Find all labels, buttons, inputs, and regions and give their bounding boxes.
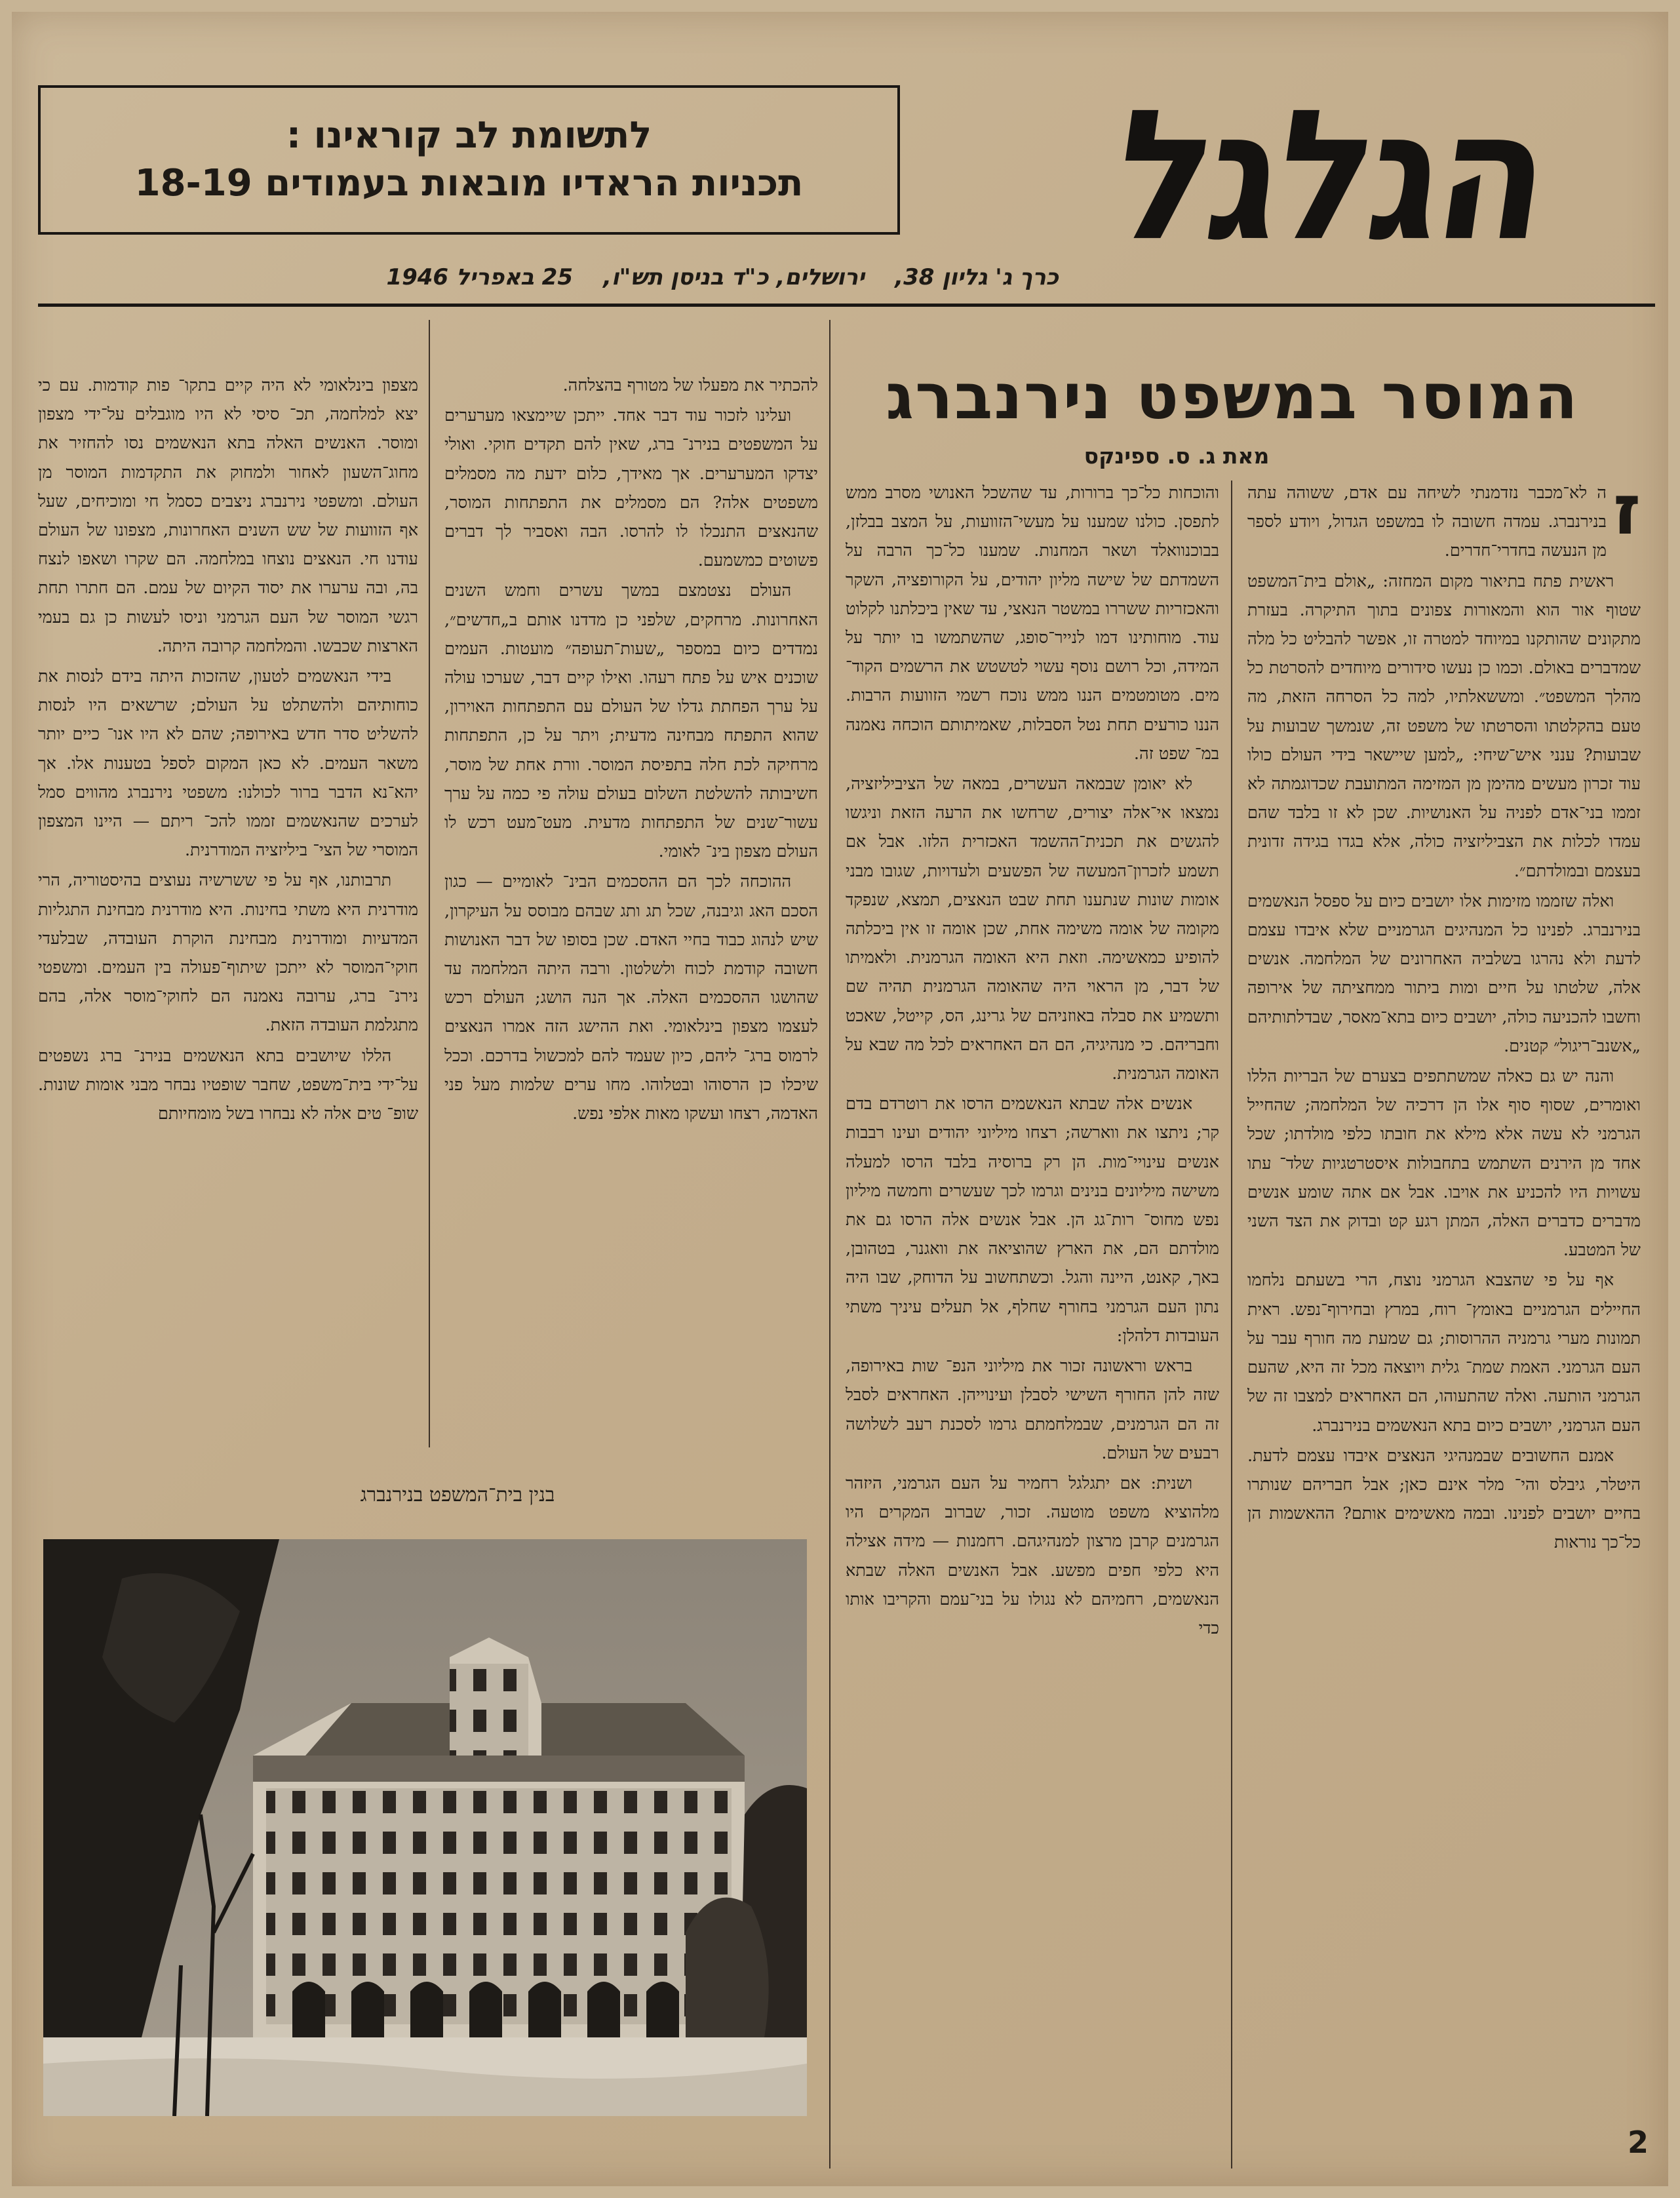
paragraph: הללו שיושבים בתא הנאשמים בנירנ־ ברג נשפטים על־ידי בית־משפט, שחבר שופטיו נבחר מבני אומות שונות. שופ־ טים אלה לא נבחרו בשל מומחיותם <box>38 1046 418 1124</box>
paragraph: אנשים אלה שבתא הנאשמים הרסו את רוטרדם בדם קר; ניתצו את ווארשה; רצחו מיליוני יהודים ועינו רבבות אנשים עינויי־מות. הן רק ברוסיה בלבד הרסו למעלה משישה מיליונים בנינים וגרמו לכך שעשרים וחמשה מיליון נפש מחוס־ רות־גג הן. אבל אנשים אלה הרסו גם את מולדתם הם, את הארץ שהוציאה את וואגנר, בטהובן, באך, קאנט, היינה והגל. וכשתחשוב על הדוחק, שבו היה נתון העם הגרמני בחורף שחלף, אל תעלים עיניך משתי העובדות דלהלן: <box>846 1094 1219 1346</box>
article-byline: מאת ג. ס. ספינקס <box>1084 443 1270 469</box>
column-divider <box>429 320 430 1447</box>
paragraph: ההוכחה לכך הם ההסכמים הבינ־ לאומיים — כגון הסכם האג וגיבנה, שכל תג ותג שבהם מבוסס על העיקרון, שיש לנהוג כבוד בחיי האדם. שכן בסופו של דבר האנושות חשובה קודמת לכוח ולשלטון. ורבה היתה המלחמה עד שהושגו ההסכמים האלה. אך הנה הושג; העולם רכש לעצמו מצפון בינלאומי. ואת ההישג הזה אמרו הנאצים לרמוס ברג־ ליהם, כיון שעמד להם למכשול בדרכם. וככל שיכלו כן הרסוהו ובטלוהו. מחו ערים שלמות מעל פני האדמה, רצחו ועשקו מאות אלפי נפש. <box>444 872 818 1124</box>
paragraph: בידי הנאשמים לטעון, שהזכות היתה בידם לנסות את כוחותיהם ולהשתלט על העולם; שרשאים היו לנסות להשליט סדר חדש באירופה; שהם לא היו אנו־ כיים יותר משאר העמים. לא כאן המקום לספל בטענות אלו. אך יהא־נא הדבר ברור לכולנו: משפטי נירנברג מהווים סמל לערכים שהנאשמים זממו להכ־ ריתם — היינו המצפון המוסרי של הצי־ ביליזציה המודרנית. <box>38 667 418 861</box>
paragraph: להכתיר את מפעלו של מטורף בהצלחה. <box>562 376 818 395</box>
issue-line <box>38 258 1059 297</box>
photo-caption: בנין בית־המשפט בנירנברג <box>360 1483 555 1506</box>
paragraph: ושנית: אם יתגלגל רחמיר על העם הגרמני, היזהר מלהוציא משפט מוטעה. זכור, שברוב המקרים היו הגרמנים קרבן מרצון למנהיגהם. רחמנות — מידה אצילה היא כלפי חפים מפשע. אבל האנשים האלה שבתא הנאשמים, רחמיהם לא נגולו על בני־עמם והקריבו אותו כדי <box>846 1473 1219 1638</box>
paragraph: ואלה שזממו מזימות אלו יושבים כיום על ספסל הנאשמים בנירנברג. לפנינו כל המנהיגים הגרמניים שלא איבדו עצמם לדעת ולא נהרגו בשלביה האחרונים של המלחמה. אנשים אלה, שלטתו על חיים ומות ביתור ממחציתה של אירופה וחשבו להכניעה כולה, יושבים כיום בתא־מאסר, שבדלתותיהם „אשנב־ריגול״ קטנים. <box>1247 891 1641 1056</box>
article-column-3 <box>444 371 818 1466</box>
paragraph: אמנם החשובים שבמנהיגי הנאצים איבדו עצמם לדעת. היטלר, גיבלס והי־ מלר אינם כאן; אבל חבריהם שנותרו בחיים יושבים לפנינו. ובמה מאשימים אותם? ההאשמות הן כל־כך נוראות <box>1247 1445 1641 1553</box>
paragraph: ועלינו לזכור עוד דבר אחד. ייתכן שיימצאו מערערים על המשפטים בנירנ־ ברג, שאין להם תקדים חוקי. ואולי יצדקו המערערים. אך מאידך, כלום ידעת מה מסמלים משפטים אלה? הם מסמלים את התפתחות המוסר, שהנאצים התנכלו לו להרסו. הבה ואסביר לך דברים פשוטים כמשמעם. <box>444 406 818 571</box>
column-divider <box>1231 481 1232 2169</box>
notice-box <box>38 85 900 235</box>
paragraph: אף על פי שהצבא הגרמני נוצח, הרי בשעתם נלחמו החיילים הגרמניים באומץ־ רוח, במרץ ובחירוף־נפש. ראית תמונות מערי גרמניה ההרוסות; גם שמעת מה חורף עבר על העם הגרמני. האמת שמת־ גלית ויוצאה מכל זה היא, שהעם הגרמני הותעה. ואלה שהתעוהו, הם האחראים למצבו זה של העם הגרמני, יושבים כיום בתא הנאשמים בנירנברג. <box>1247 1270 1641 1436</box>
paragraph: והנה יש גם כאלה שמשתתפים בצערם של הבריות הללו ואומרים, שסוף סוף אלו הן דרכיה של המלחמה; שהחייל הגרמני לא עשה אלא מילא את חובתו כלפי מולדתו; שכל אחד מן הירנים השתמש בתחבולות איסטרטגיות שלד־ עתו עשויות היו להכניע את אויבו. אבל אם אתה שומע אנשים מדברים כדברים האלה, המתן רגע קט ובדוק את הצד השני של המטבע. <box>1247 1067 1641 1261</box>
issue-gregorian-date: 25 באפריל 1946 <box>386 264 573 290</box>
issue-place-date: ירושלים, כ"ד בניסן תש"ו, <box>603 264 865 290</box>
notice-line-2: תכניות הראדיו מובאות בעמודים 18-19 <box>134 162 804 205</box>
drop-cap: ז <box>1612 479 1641 550</box>
notice-line-1: לתשומת לב קוראינו : <box>286 114 652 157</box>
article-column-4 <box>38 371 418 1466</box>
issue-volume: כרך ג' גליון 38, <box>895 264 1059 290</box>
paragraph: העולם נצטמצם במשך עשרים וחמש השנים האחרונות. מרחקים, שלפני כן מדדנו אותם ב„חדשים״, נמדדים כיום במספר „שעות־תעופה״ מועטות. העמים שוכנים איש על פתח רעהו. ואילו קיים דבר, שערכו עולה על ערך הפחתת גדלו של העולם עם התפתחות האוירון, שהוא התפתח מבחינה מדעית; ויתר על כן, התפתחות מרחיקה לכת חלה בתפיסת המוסר. וורת אחת של מוסר, חשיבותה להשלטת השלום בעולם עולה פי כמה על ערך עשור־שנים של התפתחות מדעית. מעט־מעט רכש לו העולם מצפון בינ־ לאומי. <box>444 581 818 862</box>
column-divider <box>829 320 830 2169</box>
article-column-1 <box>1247 479 1641 2173</box>
newspaper-page <box>12 12 1668 2186</box>
paragraph: לא יאומן שבמאה העשרים, במאה של הציביליזציה, נמצאו אי־אלה יצורים, שרחשו את הרעה הזאת וניגשו להגשים את תכנית־ההשמד האכזרית הלזו. אבל אם תשמע לזכרון־המעשה של הפשעים ולעדויות, שגובו מבני אומות שונות שנתענו תחת שבט הנאצים, תמצא, שנפקד מקומה של אומה משימה אחת, שכן אומה זו אין ביכלתה להופיע כמאשימה. וזאת היא האומה הגרמנית. ולאמיתו של דבר, מן הראוי היה שהאומה הגרמנית תהיה שם ותשמיע את סבלה באוזניהם של גרינג, הס, קייטל, שאכט וחבריהם. כי מנהיגיה, הם הם האחראים לכל מה שבא על האומה הגרמנית. <box>846 774 1219 1084</box>
paragraph: מצפון בינלאומי לא היה קיים בתקו־ פות קודמות. עם כי יצא למלחמה, תכ־ סיסי לא היו מוגבלים על־ידי מצפון ומוסר. האנשים האלה בתא הנאשמים נסו להחזיר את מחוג־השעון לאחור ולמחוק את התקדמות המוסר מן העולם. ומשפטי נירנברג ניצבים כסמל חי ומוכיחים, שעל אף הזוועות של שש השנים האחרונות, מצפונו של העולם עודנו חי. הנאצים נוצחו במלחמה. הם שקרו ושאפו לנצח בה, ובה ערערו את יסוד הקיום של עמם. הם חתרו תחת רגשי המוסר של העם הגרמני וניסו לעשות כן גם בעמי הארצות שכבשו. והמלחמה קרובה היתה. <box>38 376 418 656</box>
paragraph: בראש וראשונה זכור את מיליוני הנפ־ שות באירופה, שזה להן החורף השישי לסבלן ועינוייהן. האחראים לסבל זה הם הגרמנים, שבמלחמתם גרמו לסכנת רעב לשלושה רבעים של העולם. <box>846 1356 1219 1463</box>
article-headline: המוסר במשפט נירנברג <box>886 360 1579 433</box>
header-rule <box>38 304 1655 307</box>
paragraph: והוכחות כל־כך ברורות, עד שהשכל האנושי מסרב ממש לתפסן. כולנו שמענו על מעשי־הזוועות, על המצב בבלזן, בבוכנוואלד ושאר המחנות. שמענו כל־כך הרבה על השמדתם של שישה מליון יהודים, על הקורופציה, השקר והאכזריות ששררו במשטר הנאצי, עד שאין ביכלתנו לקלוט עוד. מוחותינו דמו לנייר־סופג, שהשתמשו בו יותר על המידה, וכל רושם נוסף עשוי לטשטש את הרשמים הקוד־ מים. מטומטמים הננו ממש נוכח רשמי הזוועות הרבות. הננו כורעים תחת נטל הסבלות, שאמיתותם הוכחה נאמנה במ־ שפט זה. <box>846 483 1219 764</box>
courthouse-photo <box>43 1539 807 2116</box>
paragraph: תרבותנו, אף על פי ששרשיה נעוצים בהיסטוריה, הרי מודרנית היא משתי בחינות. היא מודרנית מבחינת התגליות המדעיות ומודרנית מבחינת הוקרת העובדה, שבלעדי חוקי־המוסר לא ייתכן שיתוף־פעולה בין העמים. ומשפטי נירנ־ ברג, ערובה נאמנה הם לחוקי־מוסר אלה, בהם מתגלמת העובדה הזאת. <box>38 871 418 1036</box>
masthead-title: הגלגל <box>1101 71 1560 281</box>
masthead <box>1055 68 1606 284</box>
page-number: 2 <box>1627 2125 1649 2160</box>
paragraph: ראשית פתח בתיאור מקום המחזה: „אולם בית־המשפט שטוף אור הוא והמאורות צפונים בתוך התיקרה. בעזרת מתקונים שהותקנו במיוחד למטרה זו, אפשר להבליט כל מלה שמדברים באולם. וכמו כן נעשו סידורים מיוחדים להסרטת כל מהלך המשפט״. ומששאלתיו, למה כל הסרחה הזאת, מה טעם בהקלטתו והסרטתו של משפט זה, שנמשך שבועות על שבועות? ענני איש־שיחי: „למען שיישאר בידי העולם כולו עוד זכרון מעשים מהימן מן המזימה המתועבת שכדוגמתה לא זממו בני־אדם לפניה על האנושיות. שכן לא זו בלבד שהם עמדו לכלות את הצביליזציה כולה, אלא בגדו בגידה זדונית בעצמם ובמולדתם״. <box>1247 571 1641 881</box>
paragraph: ה לא־מכבר נזדמנתי לשיחה עם אדם, ששוהה עתה בנירנברג. עמדה חשובה לו במשפט הגדול, ויודע לספר מן הנעשה בחדרי־חדרים. <box>1247 483 1607 561</box>
article-column-2 <box>846 479 1219 2173</box>
